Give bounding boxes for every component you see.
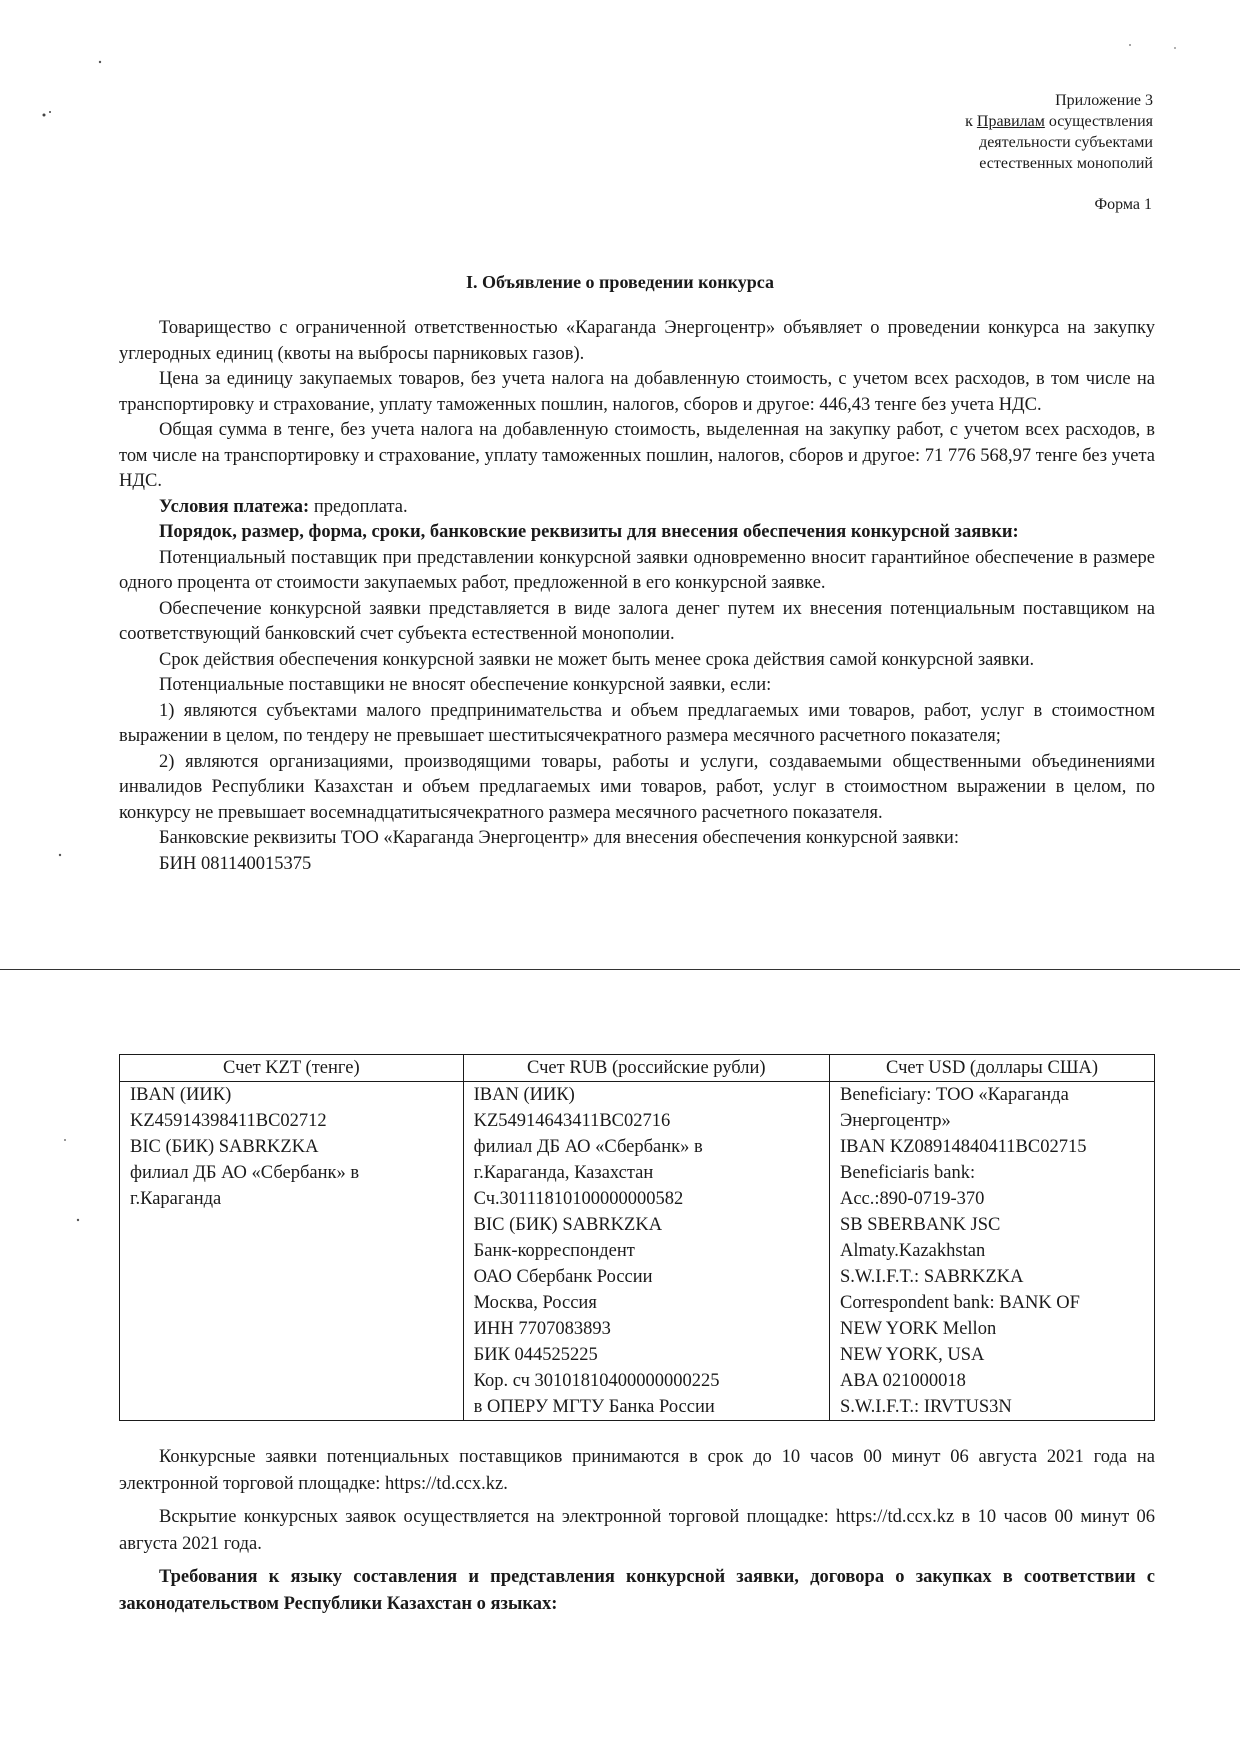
usd-line: IBAN KZ08914840411BC02715 xyxy=(839,1137,1087,1157)
appendix-number: Приложение 3 xyxy=(1055,92,1153,109)
column-header-rub: Счет RUB (российские рубли) xyxy=(463,1055,829,1082)
usd-line: SB SBERBANK JSC xyxy=(839,1215,1001,1235)
usd-line: Correspondent bank: BANK OF xyxy=(839,1293,1080,1313)
language-requirements-text: Требования к языку составления и представления конкурсной заявки, договора о закупках в соответствии с законодательством Республики Казахстан о языках: xyxy=(119,1567,1155,1614)
usd-line: S.W.I.F.T.: SABRKZKA xyxy=(839,1267,1024,1287)
rules-link[interactable]: Правилам xyxy=(976,113,1045,130)
usd-line: Acc.:890-0719-370 xyxy=(839,1189,985,1209)
paragraph-guarantee: Потенциальный поставщик при представлении конкурсной заявки одновременно вносит гарантийное обеспечение в размере одного процента от стоимости закупаемых работ, предложенной в его конкурсной заявке. xyxy=(119,547,1155,593)
paragraph-security-term: Срок действия обеспечения конкурсной заявки не может быть менее срока действия самой конкурсной заявки. xyxy=(159,649,1035,670)
rub-line: ИНН 7707083893 xyxy=(473,1319,611,1339)
payment-label: Условия платежа: xyxy=(159,496,310,517)
payment-value: предоплата. xyxy=(309,496,408,517)
usd-line: Almaty.Kazakhstan xyxy=(839,1241,986,1261)
paragraph-total-sum: Общая сумма в тенге, без учета налога на добавленную стоимость, выделенная на закупку работ, с учетом всех расходов, в том числе на транспортировку и страхование, уплату таможенных пошлин, налогов, сборов и другое: 71 776 568,97 тенге без учета НДС. xyxy=(119,420,1155,491)
rub-account-cell xyxy=(463,1082,829,1421)
usd-line: NEW YORK Mellon xyxy=(839,1319,997,1339)
rules-prefix: к xyxy=(965,113,977,130)
paragraph-security-form: Обеспечение конкурсной заявки представляется в виде залога денег путем их внесения потенциальным поставщиком на соответствующий банковский счет субъекта естественной монополии. xyxy=(119,598,1155,644)
paragraph-exemption-1: 1) являются субъектами малого предпринимательства и объем предлагаемых ими товаров, работ, услуг в стоимостном выражении в целом, по тендеру не превышает шеститысячекратного размера месячного расчетного показателя; xyxy=(119,700,1155,746)
usd-line: NEW YORK, USA xyxy=(839,1345,985,1365)
rub-line: IBAN (ИИК) xyxy=(473,1085,575,1105)
kzt-account-cell xyxy=(120,1082,464,1421)
announcement-body xyxy=(119,316,1155,877)
column-header-usd: Счет USD (доллары США) xyxy=(829,1055,1154,1082)
rub-line: Москва, Россия xyxy=(473,1293,597,1313)
procedure-heading xyxy=(119,520,1155,546)
paragraph-exemption-2: 2) являются организациями, производящими товары, работы и услуги, создаваемыми общественными объединениями инвалидов Республики Казахстан и объем предлагаемых ими товаров, работ, услуг в стоимостном выражении в целом, по конкурсу не превышает восемнадцатитысячекратного размера месячного расчетного показателя. xyxy=(119,751,1155,823)
paragraph-exemptions: Потенциальные поставщики не вносят обеспечение конкурсной заявки, если: xyxy=(159,675,772,695)
rub-line: BIC (БИК) SABRKZKA xyxy=(473,1215,663,1235)
appendix-line3: деятельности субъектами xyxy=(979,134,1153,151)
rub-line: Кор. сч 30101810400000000225 xyxy=(473,1371,720,1391)
kzt-line: KZ45914398411BC02712 xyxy=(130,1111,327,1131)
appendix-header xyxy=(965,90,1153,174)
rub-line: г.Караганда, Казахстан xyxy=(473,1163,654,1183)
rub-line: филиал ДБ АО «Сбербанк» в xyxy=(473,1137,703,1157)
paragraph-organizer: Товарищество с ограниченной ответственностью «Караганда Энергоцентр» объявляет о проведении конкурса на закупку углеродных единиц (квоты на выбросы парниковых газов). xyxy=(119,318,1155,364)
rub-line: Сч.30111810100000000582 xyxy=(473,1189,684,1209)
kzt-line: г.Караганда xyxy=(130,1189,222,1209)
appendix-line4: естественных монополий xyxy=(979,155,1153,172)
table-row xyxy=(120,1082,1155,1421)
paragraph-opening: Вскрытие конкурсных заявок осуществляется на электронной торговой площадке: https://td.ccx.kz в 10 часов 00 минут 06 августа 2021 года. xyxy=(119,1507,1155,1554)
column-header-kzt: Счет KZT (тенге) xyxy=(120,1055,464,1082)
rub-line: БИК 044525225 xyxy=(473,1345,598,1365)
rub-line: ОАО Сбербанк России xyxy=(473,1267,653,1287)
kzt-line: IBAN (ИИК) xyxy=(130,1085,232,1105)
paragraph-payment-terms xyxy=(119,495,1155,521)
paragraph-unit-price: Цена за единицу закупаемых товаров, без учета налога на добавленную стоимость, с учетом всех расходов, в том числе на транспортировку и страхование, уплату таможенных пошлин, налогов, сборов и другое: 446,43 тенге без учета НДС. xyxy=(119,369,1155,415)
rub-line: в ОПЕРУ МГТУ Банка России xyxy=(473,1397,715,1417)
table-header-row xyxy=(120,1055,1155,1082)
language-requirements-heading xyxy=(119,1564,1155,1618)
rub-line: Банк-корреспондент xyxy=(473,1241,635,1261)
usd-line: S.W.I.F.T.: IRVTUS3N xyxy=(839,1397,1012,1417)
usd-account-cell xyxy=(829,1082,1154,1421)
bin-number: БИН 081140015375 xyxy=(159,853,312,874)
procedure-heading-text: Порядок, размер, форма, сроки, банковские реквизиты для внесения обеспечения конкурсной заявки: xyxy=(159,522,1019,542)
usd-line: ABA 021000018 xyxy=(839,1371,966,1391)
scan-line xyxy=(0,969,1240,970)
rub-line: KZ54914643411BC02716 xyxy=(473,1111,671,1131)
bank-details-table xyxy=(119,1054,1155,1421)
submission-section xyxy=(119,1444,1155,1624)
paragraph-bank-details-intro: Банковские реквизиты ТОО «Караганда Энергоцентр» для внесения обеспечения конкурсной заявки: xyxy=(159,828,959,848)
kzt-line: BIC (БИК) SABRKZKA xyxy=(130,1137,319,1157)
paragraph-submission-deadline: Конкурсные заявки потенциальных поставщиков принимаются в срок до 10 часов 00 минут 06 августа 2021 года на электронной торговой площадке: https://td.ccx.kz. xyxy=(119,1447,1155,1494)
kzt-line: филиал ДБ АО «Сбербанк» в xyxy=(130,1163,360,1183)
appendix-rules-line xyxy=(965,111,1153,132)
usd-line: Beneficiaris bank: xyxy=(839,1163,976,1183)
usd-line: Beneficiary: ТОО «Караганда xyxy=(839,1085,1069,1105)
form-label: Форма 1 xyxy=(1094,196,1152,213)
usd-line: Энергоцентр» xyxy=(839,1111,951,1131)
rules-suffix: осуществления xyxy=(1044,113,1153,130)
page-title: I. Объявление о проведении конкурса xyxy=(465,272,775,292)
